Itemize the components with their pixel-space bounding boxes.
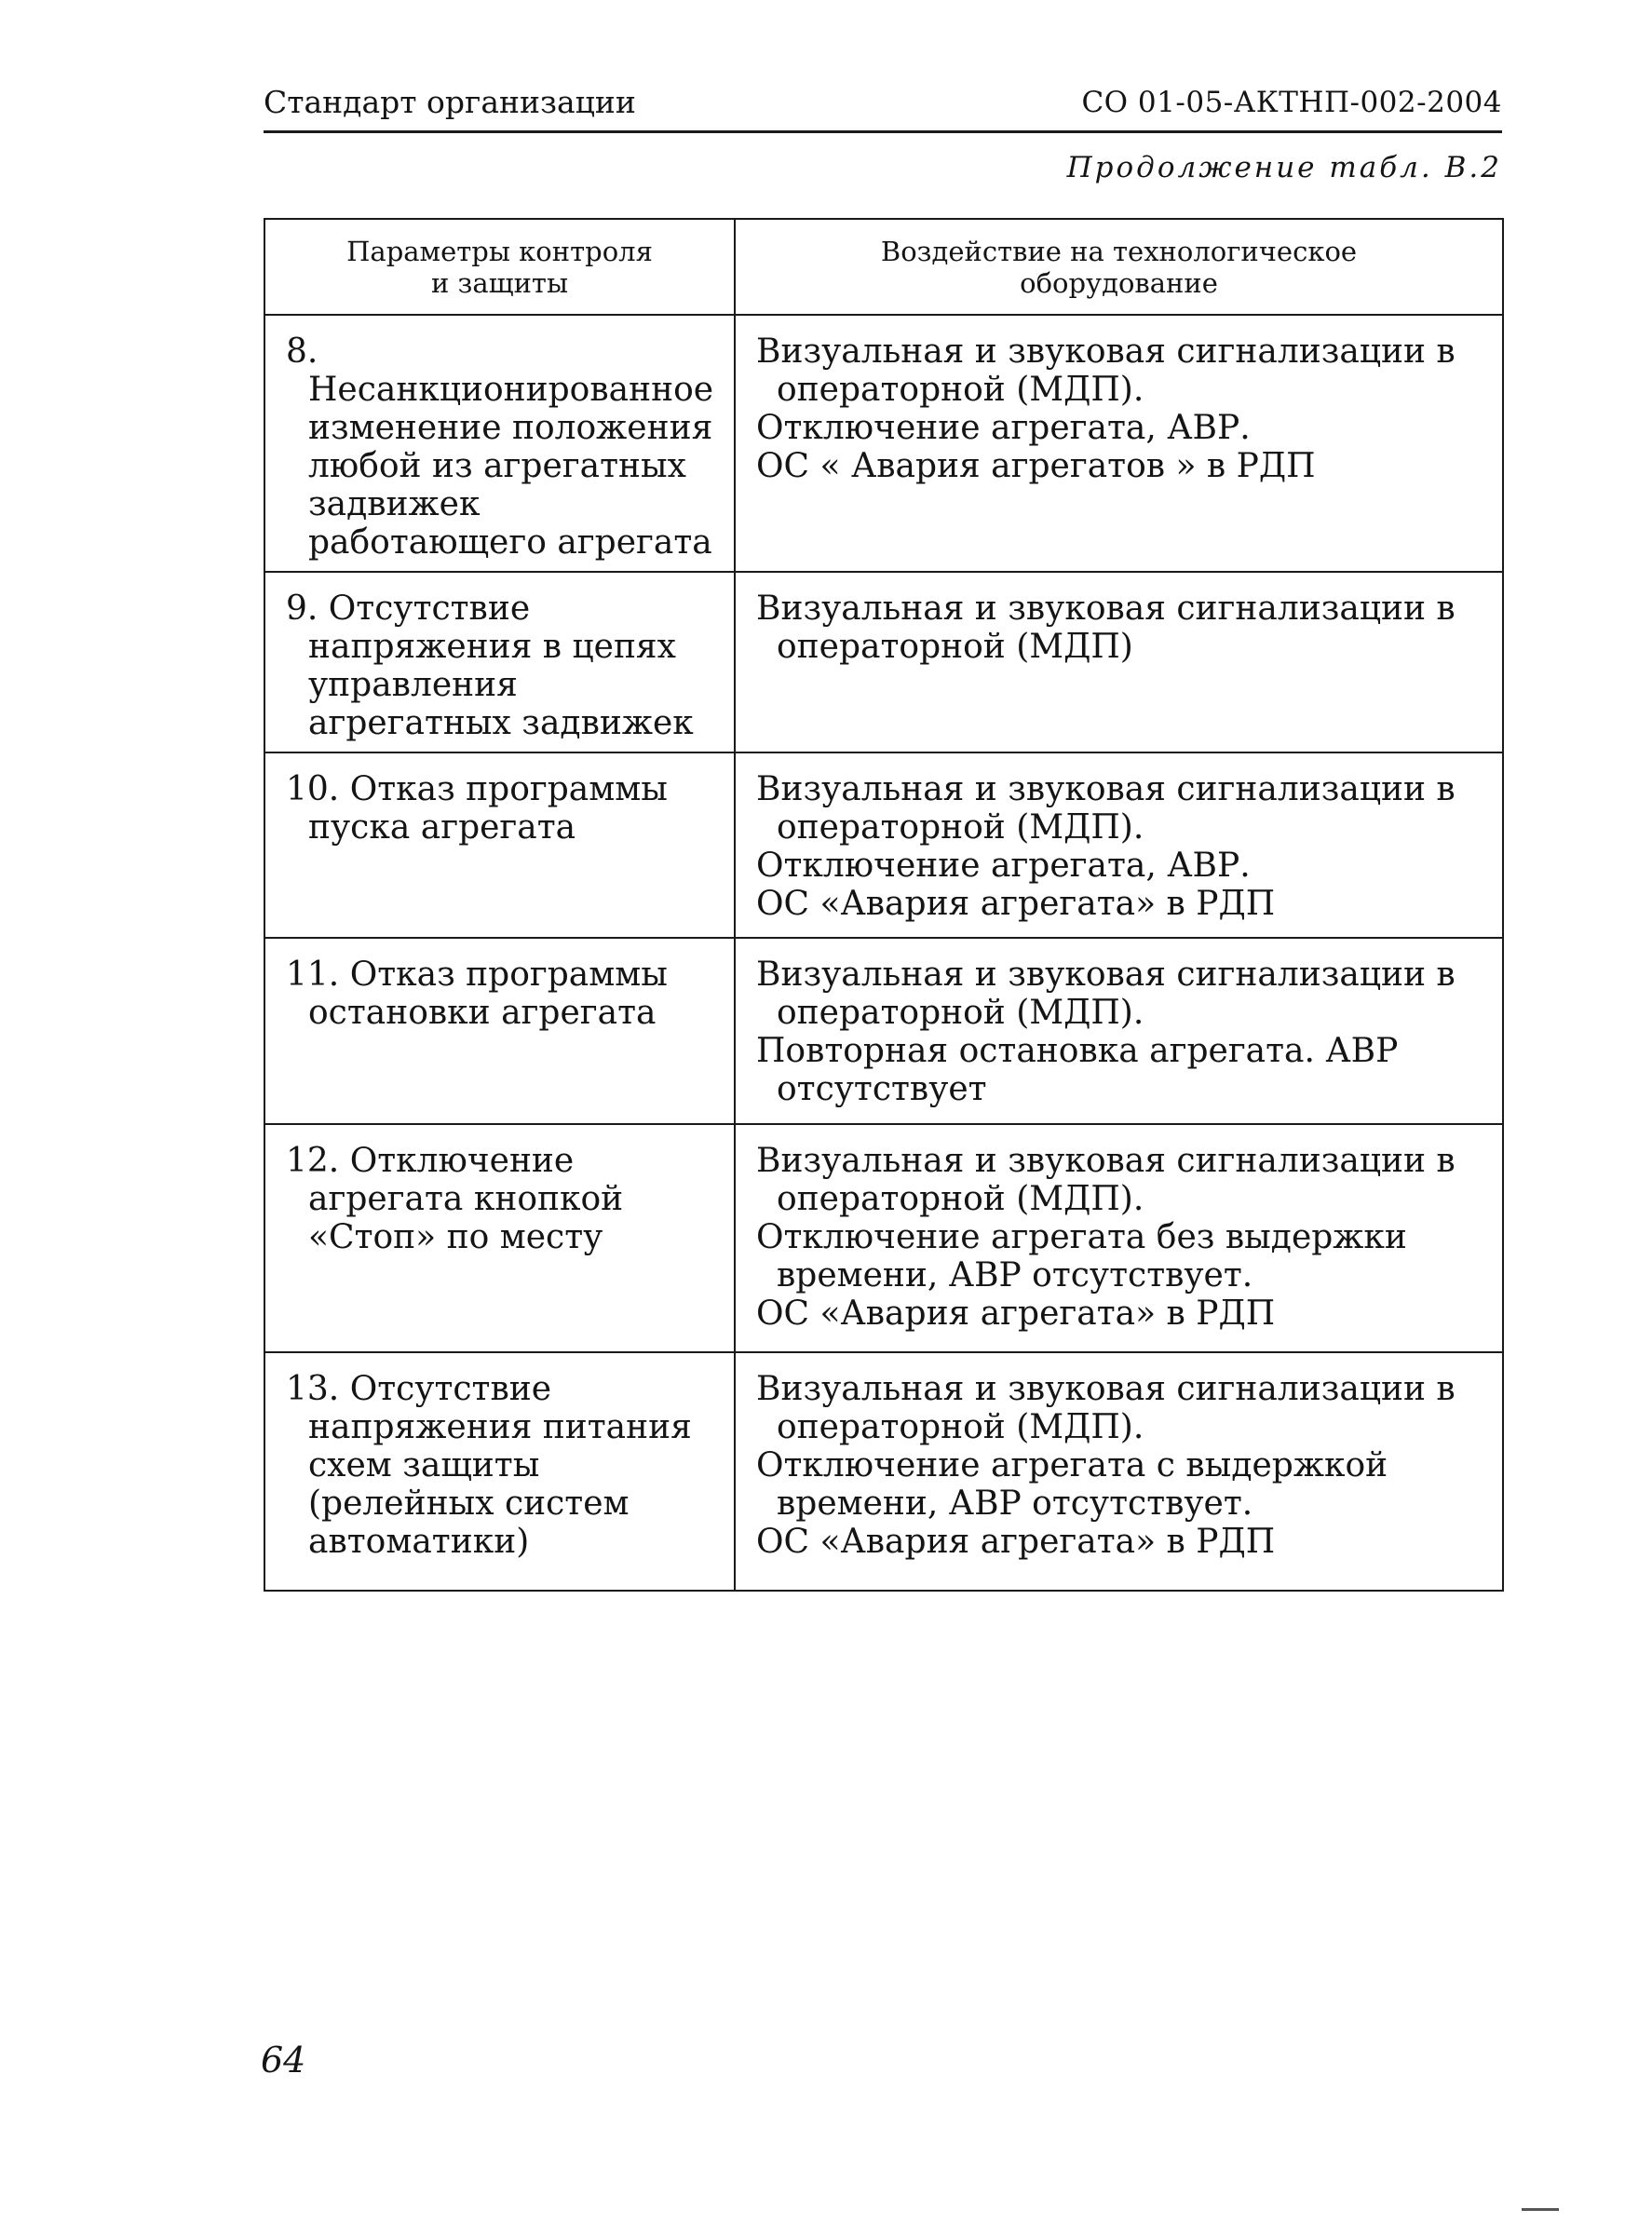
effect-cell xyxy=(735,938,1503,1124)
document-code: СО 01-05-АКТНП-002-2004 xyxy=(1081,86,1502,119)
effect-cell xyxy=(735,1124,1503,1352)
page-header xyxy=(264,82,1502,133)
param-text: 9. Отсутствие напряжения в цепях управления агрегатных задвижек xyxy=(286,590,694,742)
param-text: 8. Несанкционированное изменение положения любой из агрегатных задвижек работающего агрегата xyxy=(286,332,714,562)
table-row xyxy=(264,938,1503,1124)
param-cell xyxy=(264,938,735,1124)
param-cell xyxy=(264,1352,735,1591)
table-row xyxy=(264,315,1503,572)
table-row xyxy=(264,572,1503,752)
effect-line: Отключение агрегата, АВР. xyxy=(756,409,1251,447)
effect-line: ОС «Авария агрегата» в РДП xyxy=(756,1294,1276,1333)
effect-cell xyxy=(735,315,1503,572)
scan-corner-mark xyxy=(1522,2208,1559,2211)
param-text: 12. Отключение агрегата кнопкой «Стоп» по месту xyxy=(286,1142,624,1256)
effect-line: ОС «Авария агрегата» в РДП xyxy=(756,1523,1276,1561)
column-header-parameters-text: Параметры контроля и защиты xyxy=(346,235,653,299)
effect-cell xyxy=(735,1352,1503,1591)
effect-line: Визуальная и звуковая сигнализации в операторной (МДП). xyxy=(756,956,1456,1032)
column-header-effect-text: Воздействие на технологическое оборудование xyxy=(880,235,1358,299)
table-row xyxy=(264,1352,1503,1591)
table-row xyxy=(264,752,1503,938)
effect-line: Отключение агрегата с выдержкой времени, АВР отсутствует. xyxy=(756,1446,1388,1523)
column-header-parameters xyxy=(264,219,735,315)
protection-parameters-table xyxy=(264,218,1504,1592)
effect-line: Отключение агрегата, АВР. xyxy=(756,847,1251,885)
table-row xyxy=(264,1124,1503,1352)
param-text: 11. Отказ программы остановки агрегата xyxy=(286,956,668,1032)
param-cell xyxy=(264,752,735,938)
param-cell xyxy=(264,1124,735,1352)
effect-line: ОС «Авария агрегата» в РДП xyxy=(756,885,1276,923)
table-continuation-label: Продолжение табл. В.2 xyxy=(1066,151,1502,184)
effect-cell xyxy=(735,572,1503,752)
page-number: 64 xyxy=(261,2040,306,2081)
effect-line: Повторная остановка агрегата. АВР отсутствует xyxy=(756,1032,1399,1108)
effect-line: Визуальная и звуковая сигнализации в операторной (МДП) xyxy=(756,590,1456,666)
effect-cell xyxy=(735,752,1503,938)
param-text: 13. Отсутствие напряжения питания схем защиты (релейных систем автоматики) xyxy=(286,1370,692,1561)
effect-line: Визуальная и звуковая сигнализации в операторной (МДП). xyxy=(756,332,1456,409)
param-cell xyxy=(264,572,735,752)
param-text: 10. Отказ программы пуска агрегата xyxy=(286,770,668,847)
effect-line: Визуальная и звуковая сигнализации в операторной (МДП). xyxy=(756,770,1456,847)
param-cell xyxy=(264,315,735,572)
effect-line: Визуальная и звуковая сигнализации в операторной (МДП). xyxy=(756,1142,1456,1218)
column-header-effect xyxy=(735,219,1503,315)
effect-line: ОС « Авария агрегатов » в РДП xyxy=(756,447,1316,485)
effect-line: Визуальная и звуковая сигнализации в операторной (МДП). xyxy=(756,1370,1456,1446)
table-header-row xyxy=(264,219,1503,315)
organization-standard-label: Стандарт организации xyxy=(264,84,636,120)
effect-line: Отключение агрегата без выдержки времени, АВР отсутствует. xyxy=(756,1218,1407,1294)
